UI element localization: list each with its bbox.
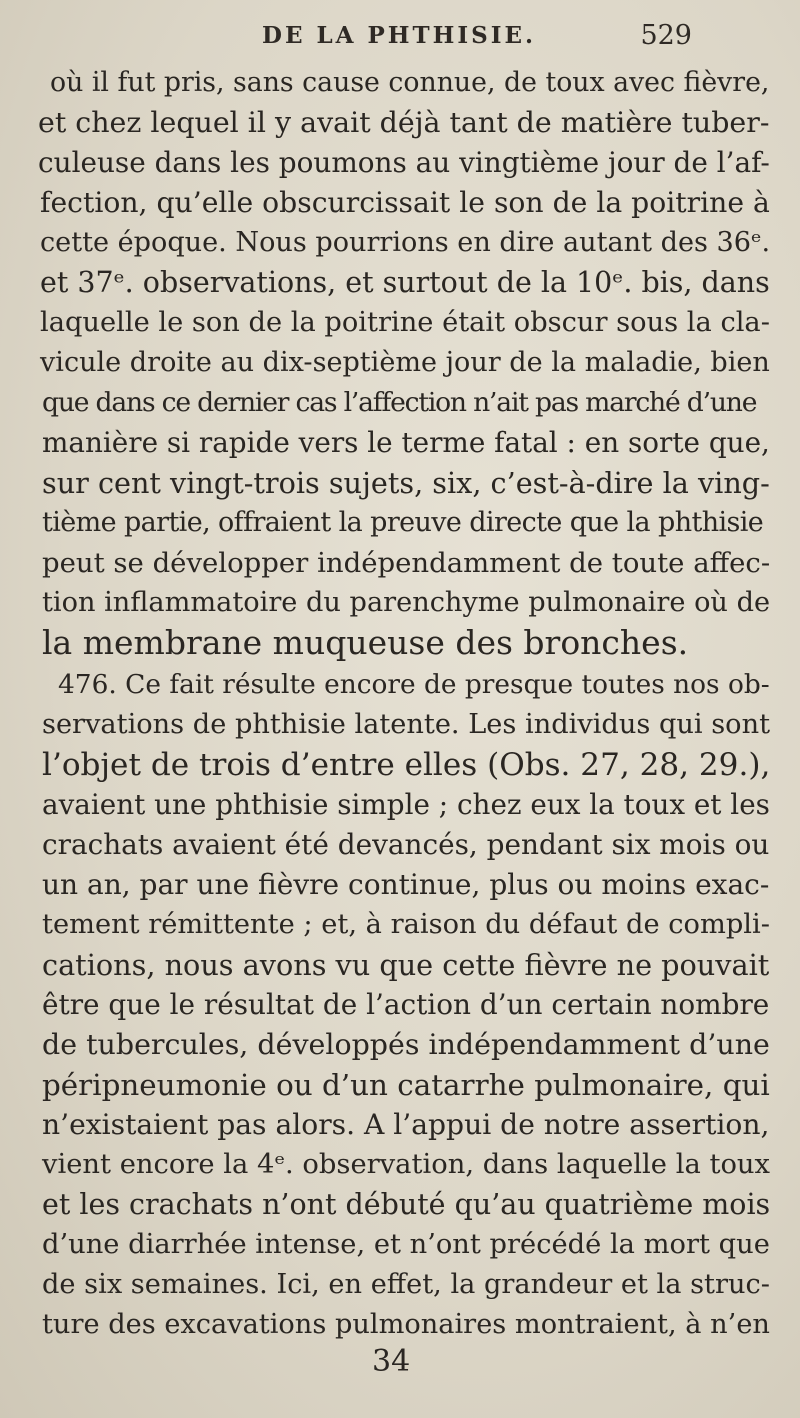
text-line: où il fut pris, sans cause connue, de toux avec fièvre, [50,67,770,98]
text-line: tement rémittente ; et, à raison du défaut de compli- [42,909,770,940]
running-head: DE LA PHTHISIE. [262,22,537,49]
text-line: et chez lequel il y avait déjà tant de matière tuber- [38,106,770,139]
text-line: fection, qu’elle obscurcissait le son de la poitrine à [40,186,770,219]
text-line: vient encore la 4ᵉ. observation, dans laquelle la toux [42,1149,770,1180]
page-header [262,18,692,58]
text-line: que dans ce dernier cas l’affection n’ait pas marché d’une [42,387,757,418]
text-line: de tubercules, développés indépendamment d’une [42,1028,770,1061]
text-line: peut se développer indépendamment de toute affec- [42,547,771,579]
text-line: d’une diarrhée intense, et n’ont précédé la mort que [42,1229,770,1260]
page-number: 529 [640,20,692,51]
text-line: sur cent vingt-trois sujets, six, c’est-à-dire la ving- [42,466,770,500]
text-line: être que le résultat de l’action d’un certain nombre [42,988,770,1021]
text-line: n’existaient pas alors. A l’appui de notre assertion, [42,1108,770,1141]
text-line: cette époque. Nous pourrions en dire autant des 36ᵉ. [40,227,771,258]
text-line: tième partie, offraient la preuve directe que la phthisie [42,507,764,538]
text-line: vicule droite au dix-septième jour de la maladie, bien [40,347,770,378]
signature-mark: 34 [372,1344,411,1379]
text-line: la membrane muqueuse des bronches. [42,623,689,662]
text-line: et les crachats n’ont débuté qu’au quatrième mois [42,1188,771,1221]
text-line: laquelle le son de la poitrine était obscur sous la cla- [40,307,770,338]
text-line: et 37ᵉ. observations, et surtout de la 10ᵉ. bis, dans [40,266,770,299]
text-line: tion inflammatoire du parenchyme pulmonaire où de [42,587,771,618]
text-line: cations, nous avons vu que cette fièvre ne pouvait [42,948,770,982]
text-line: un an, par une fièvre continue, plus ou moins exac- [42,868,770,901]
text-line: péripneumonie ou d’un catarrhe pulmonaire, qui [42,1068,770,1102]
text-line: crachats avaient été devancés, pendant six mois ou [42,828,770,861]
text-line: l’objet de trois d’entre elles (Obs. 27, 28, 29.), [42,747,771,783]
text-line: manière si rapide vers le terme fatal : en sorte que, [42,426,770,459]
text-line: servations de phthisie latente. Les individus qui sont [42,709,771,740]
text-line: avaient une phthisie simple ; chez eux la toux et les [42,788,770,821]
text-line: culeuse dans les poumons au vingtième jour de l’af- [38,146,770,179]
text-line: de six semaines. Ici, en effet, la grandeur et la struc- [42,1269,770,1300]
text-line: ture des excavations pulmonaires montraient, à n’en [42,1309,770,1340]
text-line: 476. Ce fait résulte encore de presque toutes nos ob- [58,669,770,700]
